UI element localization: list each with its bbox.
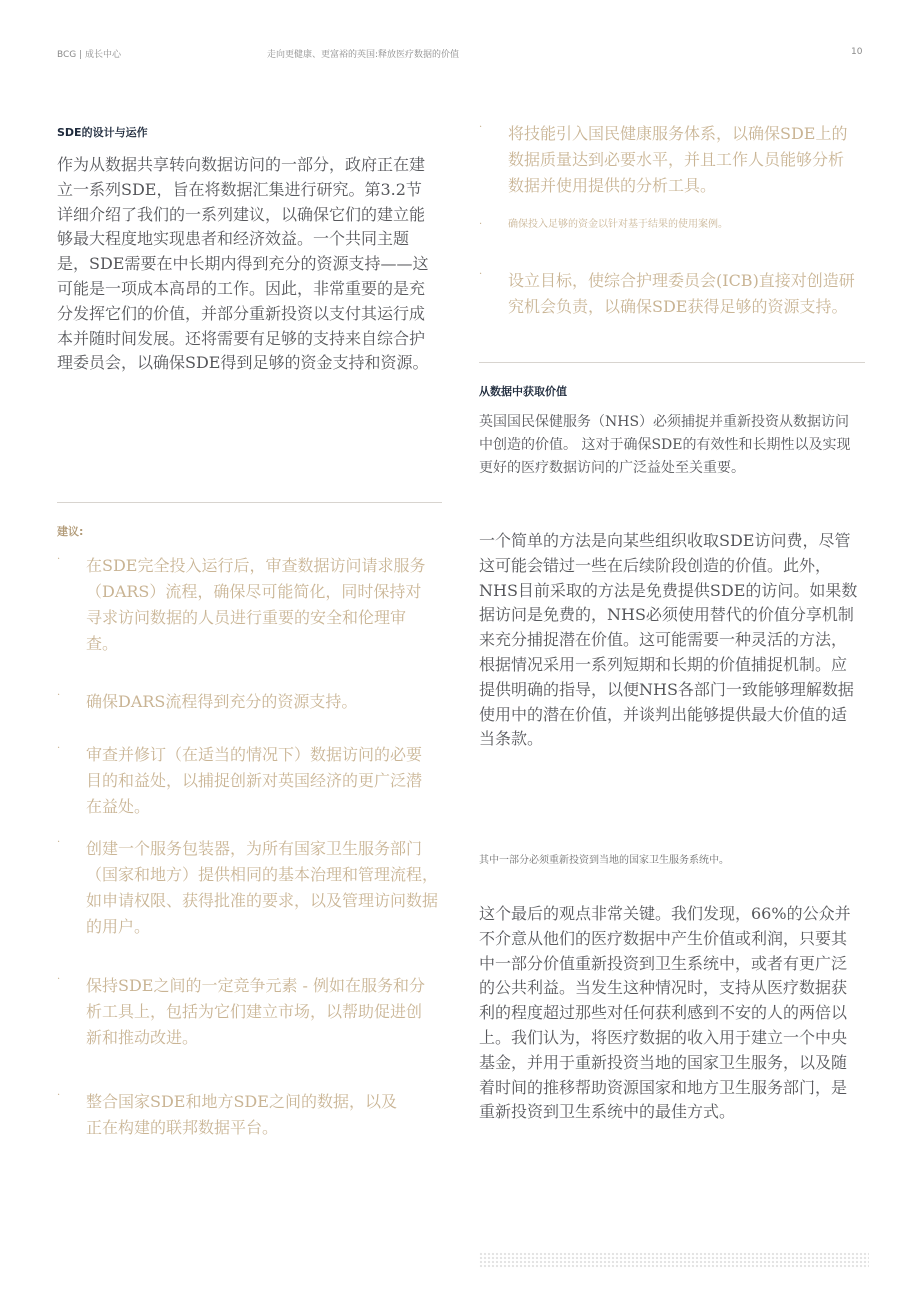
recommendations-heading: 建议: — [57, 525, 84, 538]
pull-note: 其中一部分必须重新投资到当地的国家卫生服务系统中。 — [479, 855, 729, 866]
recommendation-text: 在SDE完全投入运行后，审查数据访问请求服务（DARS）流程，确保尽可能简化，同时保持对寻求访问数据的人员进行重要的安全和伦理审查。 — [86, 556, 426, 653]
section-body-value: 一个简单的方法是向某些组织收取SDE访问费，尽管这可能会错过一些在后续阶段创造的价值。此外，NHS目前采取的方法是免费提供SDE的访问。如果数据访问是免费的，NHS必须使用替代的价值分享机制来充分捕捉潜在价值。这可能需要一种灵活的方法，根据情况采用一系列短期和长期的价值捕捉机制。应提供明确的指导，以便NHS各部门一致能够理解数据使用中的潜在价值，并谈判出能够提供最大价值的适当条款。 — [479, 531, 858, 749]
recommendation-text: 将技能引入国民健康服务体系，以确保SDE上的数据质量达到必要水平，并且工作人员能够分析数据并使用提供的分析工具。 — [508, 124, 848, 195]
bullet-icon: · — [479, 219, 483, 230]
section-heading-sde-design: SDE的设计与运作 — [57, 126, 148, 139]
recommendation-text: 确保投入足够的资金以针对基于结果的使用案例。 — [508, 219, 728, 230]
decorative-dot-pattern — [479, 1252, 869, 1268]
recommendation-text: 设立目标，使综合护理委员会(ICB)直接对创造研究机会负责，以确保SDE获得足够的资源支持。 — [508, 271, 855, 316]
bullet-icon: · — [57, 837, 61, 848]
bullet-icon: · — [479, 269, 483, 280]
section-heading-value: 从数据中获取价值 — [479, 385, 567, 398]
divider-left — [57, 502, 442, 503]
section-intro-value: 英国国民保健服务（NHS）必须捕捉并重新投资从数据访问中创造的价值。 这对于确保SDE的有效性和长期性以及实现更好的医疗数据访问的广泛益处至关重要。 — [479, 414, 851, 477]
header-title: 走向更健康、更富裕的英国:释放医疗数据的价值 — [267, 50, 460, 60]
header-brand: BCG | 成长中心 — [57, 50, 122, 60]
recommendation-text: 保持SDE之间的一定竞争元素 - 例如在服务和分析工具上，包括为它们建立市场，以帮助促进创新和推动改进。 — [86, 976, 426, 1047]
bullet-icon: · — [57, 743, 61, 754]
closing-body: 这个最后的观点非常关键。我们发现，66%的公众并不介意从他们的医疗数据中产生价值或利润，只要其中一部分价值重新投资到卫生系统中，或者有更广泛的公共利益。当发生这种情况时，支持从医疗数据获利的程度超过那些对任何获利感到不安的人的两倍以上。我们认为，将医疗数据的收入用于建立一个中央基金，并用于重新投资当地的国家卫生服务，以及随着时间的推移帮助资源国家和地方卫生服务部门，是重新投资到卫生系统中的最佳方式。 — [479, 904, 851, 1122]
bullet-icon: · — [479, 122, 483, 133]
page-number: 10 — [851, 47, 863, 57]
recommendation-text: 确保DARS流程得到充分的资源支持。 — [86, 692, 358, 711]
section-body-sde-design: 作为从数据共享转向数据访问的一部分，政府正在建立一系列SDE，旨在将数据汇集进行研究。第3.2节详细介绍了我们的一系列建议，以确保它们的建立能够最大程度地实现患者和经济效益。一个共同主题是，SDE需要在中长期内得到充分的资源支持——这可能是一项成本高昂的工作。因此，非常重要的是充分发挥它们的价值，并部分重新投资以支付其运行成本并随时间发展。还将需要有足够的支持来自综合护理委员会，以确保SDE得到足够的资金支持和资源。 — [57, 155, 429, 373]
bullet-icon: · — [57, 974, 61, 985]
recommendation-text: 创建一个服务包装器，为所有国家卫生服务部门（国家和地方）提供相同的基本治理和管理流程，如申请权限、获得批准的要求，以及管理访问数据的用户。 — [86, 839, 439, 936]
recommendation-text: 审查并修订（在适当的情况下）数据访问的必要目的和益处，以捕捉创新对英国经济的更广泛潜在益处。 — [86, 745, 423, 816]
bullet-icon: · — [57, 1090, 61, 1101]
recommendation-text: 整合国家SDE和地方SDE之间的数据，以及正在构建的联邦数据平台。 — [86, 1092, 397, 1137]
bullet-icon: · — [57, 554, 61, 565]
divider-right — [479, 362, 865, 363]
bullet-icon: · — [57, 690, 61, 701]
